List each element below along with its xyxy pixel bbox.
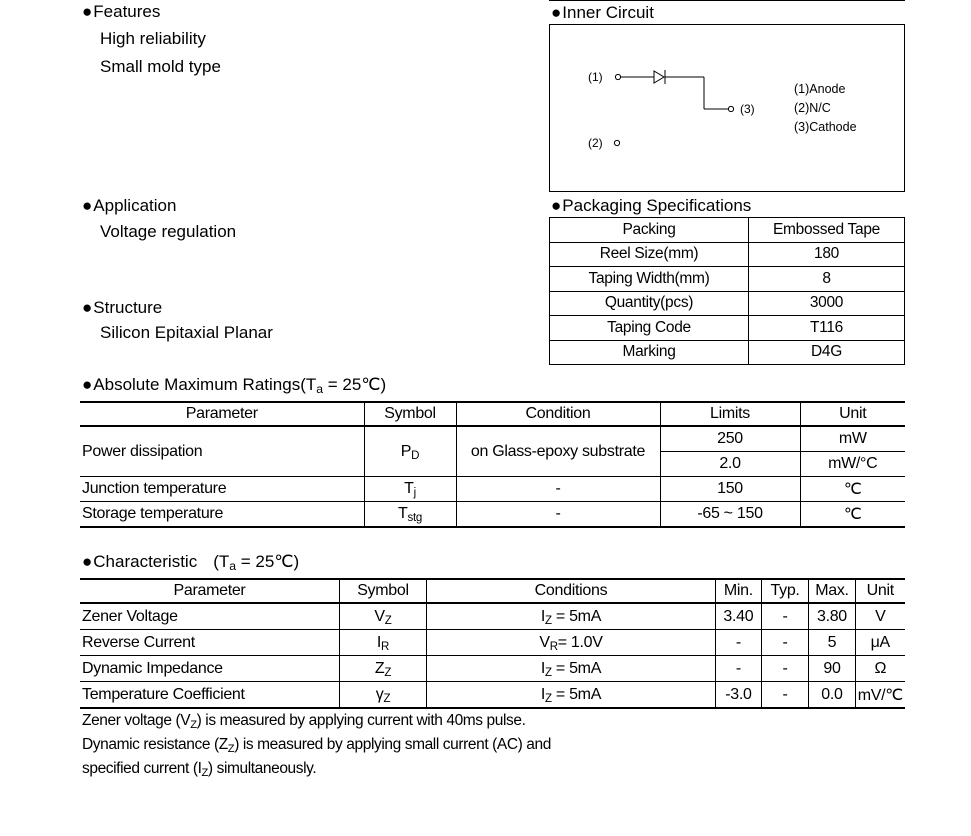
typ-cell: -: [761, 656, 808, 682]
pack-value: 3000: [749, 291, 905, 316]
param-cell: Zener Voltage: [80, 603, 339, 630]
symbol-cell: $T_{stg}$: [364, 502, 456, 528]
bullet-icon: ●: [551, 196, 562, 215]
col-header: Symbol: [364, 402, 456, 426]
param-cell: Storage temperature: [80, 502, 364, 528]
pack-value: D4G: [749, 340, 905, 365]
pin2-label: (2): [588, 136, 603, 150]
limit-cell: 150: [660, 477, 800, 502]
unit-cell: mV/℃: [855, 682, 905, 709]
param-cell: Power dissipation: [80, 426, 364, 477]
col-header: Conditions: [426, 579, 715, 603]
pack-key: Marking: [550, 340, 749, 365]
typ-cell: -: [761, 603, 808, 630]
top-rule: [549, 0, 905, 1]
note-line: Zener voltage $(V_Z)$ is measured by applying current with 40ms pulse.: [82, 712, 526, 731]
symbol-cell: $\gamma_Z$: [339, 682, 426, 709]
table-row: [80, 502, 905, 528]
structure-heading: ●Structure: [82, 298, 163, 317]
condition-cell: -: [456, 477, 660, 502]
table-header-row: [80, 579, 905, 603]
table-row: [550, 242, 905, 267]
legend-item: (3)Cathode: [794, 120, 857, 134]
col-header: Parameter: [80, 402, 364, 426]
limit-cell: -65 ~ 150: [660, 502, 800, 528]
bullet-icon: ●: [82, 2, 93, 21]
table-row: [550, 218, 905, 243]
symbol-cell: $V_Z$: [339, 603, 426, 630]
legend-item: (1)Anode: [794, 82, 846, 96]
characteristic-heading: ●Characteristic ($T_a$ = 25℃): [82, 552, 300, 574]
pin1-terminal: [615, 74, 620, 79]
condition-cell: $I_Z = 5mA$: [426, 682, 715, 709]
unit-cell: μA: [855, 630, 905, 656]
pack-key: Reel Size(mm): [550, 242, 749, 267]
col-header: Condition: [456, 402, 660, 426]
pack-key: Taping Code: [550, 316, 749, 341]
pin3-terminal: [728, 106, 733, 111]
unit-cell: ℃: [800, 502, 905, 528]
features-heading: ●Features: [82, 2, 161, 21]
typ-cell: -: [761, 682, 808, 709]
pack-value: T116: [749, 316, 905, 341]
pin2-terminal: [614, 140, 619, 145]
limit-cell: 2.0: [660, 452, 800, 477]
unit-cell: mW: [800, 426, 905, 452]
table-row: [550, 340, 905, 365]
table-row: [550, 316, 905, 341]
packaging-heading: ●Packaging Specifications: [551, 196, 752, 215]
table-row: [80, 656, 905, 682]
param-cell: Dynamic Impedance: [80, 656, 339, 682]
abs-max-heading: ●Absolute Maximum $Ratings(T_a$ = 25℃): [82, 375, 387, 397]
abs-max-table: [80, 401, 905, 528]
col-header: Symbol: [339, 579, 426, 603]
table-row: [80, 682, 905, 709]
min-cell: -: [715, 630, 761, 656]
condition-cell: -: [456, 502, 660, 528]
table-row: [550, 291, 905, 316]
note-line: Dynamic resistance $(Z_Z)$ is measured by applying small current (AC) and: [82, 736, 551, 755]
limit-cell: 250: [660, 426, 800, 452]
col-header: Unit: [855, 579, 905, 603]
max-cell: 5: [809, 630, 855, 656]
pack-key: Packing: [550, 218, 749, 243]
col-header: Max.: [809, 579, 855, 603]
typ-cell: -: [761, 630, 808, 656]
max-cell: 0.0: [809, 682, 855, 709]
symbol-cell: $P_D$: [364, 426, 456, 477]
pin3-label: (3): [740, 102, 755, 116]
max-cell: 90: [809, 656, 855, 682]
condition-cell: $I_Z = 5mA$: [426, 603, 715, 630]
bullet-icon: ●: [551, 3, 562, 22]
application-item: Voltage regulation: [100, 222, 237, 241]
condition-cell: $I_Z = 5mA$: [426, 656, 715, 682]
min-cell: -3.0: [715, 682, 761, 709]
bullet-icon: ●: [82, 298, 93, 317]
characteristic-table: [80, 578, 905, 709]
symbol-cell: $Z_Z$: [339, 656, 426, 682]
bullet-icon: ●: [82, 375, 93, 394]
unit-cell: V: [855, 603, 905, 630]
feature-item: High reliability: [100, 29, 206, 48]
min-cell: -: [715, 656, 761, 682]
unit-cell: mW/°C: [800, 452, 905, 477]
table-header-row: [80, 402, 905, 426]
application-heading: ●Application: [82, 196, 177, 215]
feature-item: Small mold type: [100, 57, 221, 76]
min-cell: 3.40: [715, 603, 761, 630]
inner-circuit-diagram: [549, 24, 905, 192]
pack-value: 8: [749, 267, 905, 292]
col-header: Parameter: [80, 579, 339, 603]
inner-circuit-heading: ●Inner Circuit: [551, 3, 654, 22]
pack-key: Quantity(pcs): [550, 291, 749, 316]
table-row: [80, 426, 905, 452]
symbol-cell: $I_R$: [339, 630, 426, 656]
col-header: Typ.: [761, 579, 808, 603]
pin-legend: [794, 80, 857, 137]
table-row: [80, 630, 905, 656]
param-cell: Reverse Current: [80, 630, 339, 656]
param-cell: Temperature Coefficient: [80, 682, 339, 709]
pack-value: 180: [749, 242, 905, 267]
legend-item: (2)N/C: [794, 101, 831, 115]
symbol-cell: $T_j$: [364, 477, 456, 502]
param-cell: Junction temperature: [80, 477, 364, 502]
condition-cell: on Glass-epoxy substrate: [456, 426, 660, 477]
condition-cell: $V_R= 1.0V$: [426, 630, 715, 656]
pack-value: Embossed Tape: [749, 218, 905, 243]
table-row: [550, 267, 905, 292]
col-header: Unit: [800, 402, 905, 426]
diode-icon: [654, 71, 664, 83]
bullet-icon: ●: [82, 552, 93, 571]
pack-key: Taping Width(mm): [550, 267, 749, 292]
packaging-table: [549, 217, 905, 365]
structure-item: Silicon Epitaxial Planar: [100, 323, 273, 342]
col-header: Limits: [660, 402, 800, 426]
max-cell: 3.80: [809, 603, 855, 630]
note-line: specified current $(I_Z)$ simultaneously.: [82, 760, 317, 779]
unit-cell: ℃: [800, 477, 905, 502]
table-row: [80, 603, 905, 630]
col-header: Min.: [715, 579, 761, 603]
bullet-icon: ●: [82, 196, 93, 215]
unit-cell: Ω: [855, 656, 905, 682]
table-row: [80, 477, 905, 502]
pin1-label: (1): [588, 70, 603, 84]
